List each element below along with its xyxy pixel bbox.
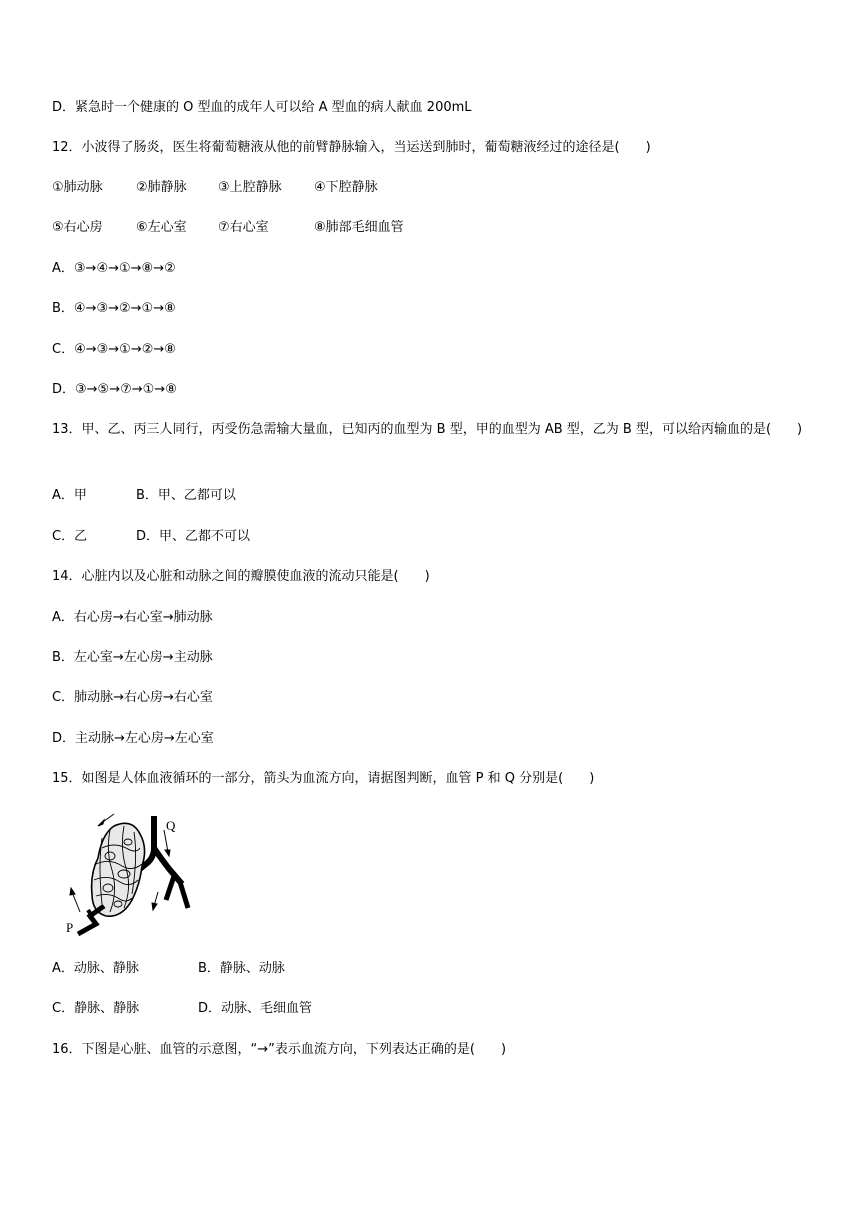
q12-item-8: ⑧肺部毛细血管 bbox=[314, 220, 404, 235]
q12-item-6: ⑥左心室 bbox=[136, 220, 187, 235]
q15-option-b[interactable]: B．静脉、动脉 bbox=[198, 961, 285, 976]
q12-item-5: ⑤右心房 bbox=[52, 220, 103, 235]
q15-stem: 15．如图是人体血液循环的一部分，箭头为血流方向，请据图判断，血管 P 和 Q 分别是( ) bbox=[52, 771, 595, 786]
vessel-p bbox=[78, 906, 104, 934]
q12-option-c[interactable]: C．④→③→①→②→⑧ bbox=[52, 342, 176, 357]
label-q: Q bbox=[166, 818, 176, 833]
q13-option-c[interactable]: C．乙 bbox=[52, 529, 88, 544]
q12-stem: 12．小波得了肠炎，医生将葡萄糖液从他的前臂静脉输入，当运送到肺时，葡萄糖液经过的途径是( ) bbox=[52, 140, 651, 155]
q13-options-row1 bbox=[52, 487, 236, 505]
q12-option-d[interactable]: D．③→⑤→⑦→①→⑧ bbox=[52, 382, 177, 397]
label-p: P bbox=[66, 920, 74, 935]
q14-option-c[interactable]: C．肺动脉→右心房→右心室 bbox=[52, 690, 213, 705]
q15-option-c[interactable]: C．静脉、静脉 bbox=[52, 1001, 140, 1016]
q12-items-row2 bbox=[52, 219, 404, 237]
q13-options-row2 bbox=[52, 528, 250, 546]
q12-item-3: ③上腔静脉 bbox=[218, 180, 282, 195]
q12-items-row1 bbox=[52, 179, 378, 197]
q14-option-b[interactable]: B．左心室→左心房→主动脉 bbox=[52, 650, 213, 665]
q13-stem: 13．甲、乙、丙三人同行，丙受伤急需输大量血，已知丙的血型为 B 型，甲的血型为 AB 型，乙为 B 型，可以给丙输血的是( ) bbox=[52, 422, 803, 437]
q15-option-a[interactable]: A．动脉、静脉 bbox=[52, 961, 139, 976]
q15-options-row2 bbox=[52, 1000, 312, 1018]
q13-option-a[interactable]: A．甲 bbox=[52, 488, 87, 503]
q14-option-d[interactable]: D．主动脉→左心房→左心室 bbox=[52, 731, 214, 746]
q15-option-d[interactable]: D．动脉、毛细血管 bbox=[198, 1001, 313, 1016]
q12-item-1: ①肺动脉 bbox=[52, 180, 103, 195]
q16-stem: 16．下图是心脏、血管的示意图，“→”表示血流方向，下列表达正确的是( ) bbox=[52, 1042, 507, 1057]
q14-stem: 14．心脏内以及心脏和动脉之间的瓣膜使血液的流动只能是( ) bbox=[52, 569, 430, 584]
q12-option-a[interactable]: A．③→④→①→⑧→② bbox=[52, 261, 176, 276]
q13-option-d[interactable]: D．甲、乙都不可以 bbox=[136, 529, 251, 544]
q11-option-d: D．紧急时一个健康的 O 型血的成年人可以给 A 型血的病人献血 200mL bbox=[52, 100, 472, 115]
vessel-q-branch-3 bbox=[180, 882, 188, 908]
q12-item-7: ⑦右心室 bbox=[218, 220, 269, 235]
q12-item-4: ④下腔静脉 bbox=[314, 180, 378, 195]
q12-option-b[interactable]: B．④→③→②→①→⑧ bbox=[52, 301, 176, 316]
q15-options-row1 bbox=[52, 960, 285, 978]
q14-option-a[interactable]: A．右心房→右心室→肺动脉 bbox=[52, 610, 213, 625]
q13-option-b[interactable]: B．甲、乙都可以 bbox=[136, 488, 236, 503]
q12-item-2: ②肺静脉 bbox=[136, 180, 187, 195]
capillary-network bbox=[92, 823, 145, 916]
blood-vessel-figure bbox=[62, 808, 202, 938]
vessel-q-branch-2 bbox=[166, 876, 174, 900]
